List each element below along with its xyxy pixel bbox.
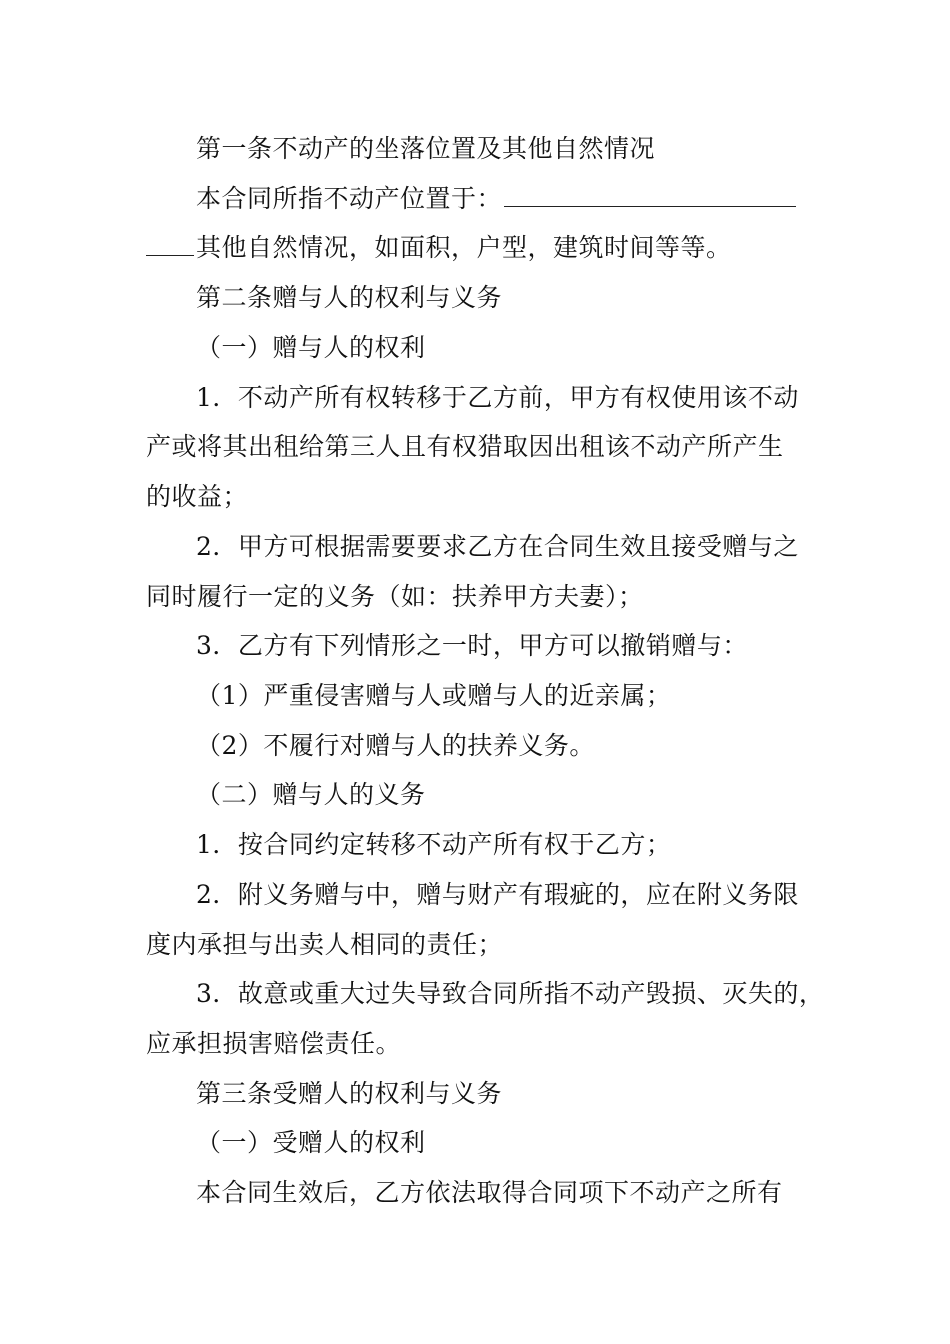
donor-right-1-line-2: 产或将其出租给第三人且有权猎取因出租该不动产所产生: [146, 432, 784, 461]
donor-obligation-3-line-2: 应承担损害赔偿责任。: [146, 1029, 402, 1058]
donee-rights-heading: （一）受赠人的权利: [196, 1128, 426, 1157]
donee-right-text: 本合同生效后，乙方依法取得合同项下不动产之所有: [196, 1178, 783, 1207]
donor-obligation-2-line-1: 2．附义务赠与中，赠与财产有瑕疵的，应在附义务限: [196, 880, 799, 909]
donor-obligation-2-line-2: 度内承担与出卖人相同的责任；: [146, 930, 504, 959]
natural-situation-line: [146, 230, 732, 266]
article-1-heading: 第一条不动产的坐落位置及其他自然情况: [196, 134, 656, 163]
donor-right-1-line-3: 的收益；: [146, 482, 249, 511]
location-line: [196, 181, 796, 217]
donor-obligations-heading: （二）赠与人的义务: [196, 780, 426, 809]
location-label: 本合同所指不动产位置于：: [196, 184, 503, 213]
donor-right-2-line-1: 2．甲方可根据需要要求乙方在合同生效且接受赠与之: [196, 532, 799, 561]
donor-right-2-line-2: 同时履行一定的义务（如：扶养甲方夫妻）；: [146, 582, 644, 611]
natural-situation-text: 其他自然情况，如面积，户型，建筑时间等等。: [196, 233, 732, 262]
article-2-heading: 第二条赠与人的权利与义务: [196, 283, 503, 312]
revocation-case-1: （1）严重侵害赠与人或赠与人的近亲属；: [196, 681, 672, 710]
article-3-heading: 第三条受赠人的权利与义务: [196, 1079, 503, 1108]
donor-right-3: 3．乙方有下列情形之一时，甲方可以撤销赠与：: [196, 631, 748, 660]
location-blank[interactable]: [504, 182, 796, 207]
donor-obligation-1: 1．按合同约定转移不动产所有权于乙方；: [196, 830, 672, 859]
donor-obligation-3-line-1: 3．故意或重大过失导致合同所指不动产毁损、灭失的，: [196, 979, 825, 1008]
donor-rights-heading: （一）赠与人的权利: [196, 333, 426, 362]
location-blank-continued[interactable]: [146, 231, 194, 256]
donor-right-1-line-1: 1．不动产所有权转移于乙方前，甲方有权使用该不动: [196, 383, 799, 412]
revocation-case-2: （2）不履行对赠与人的扶养义务。: [196, 731, 595, 760]
